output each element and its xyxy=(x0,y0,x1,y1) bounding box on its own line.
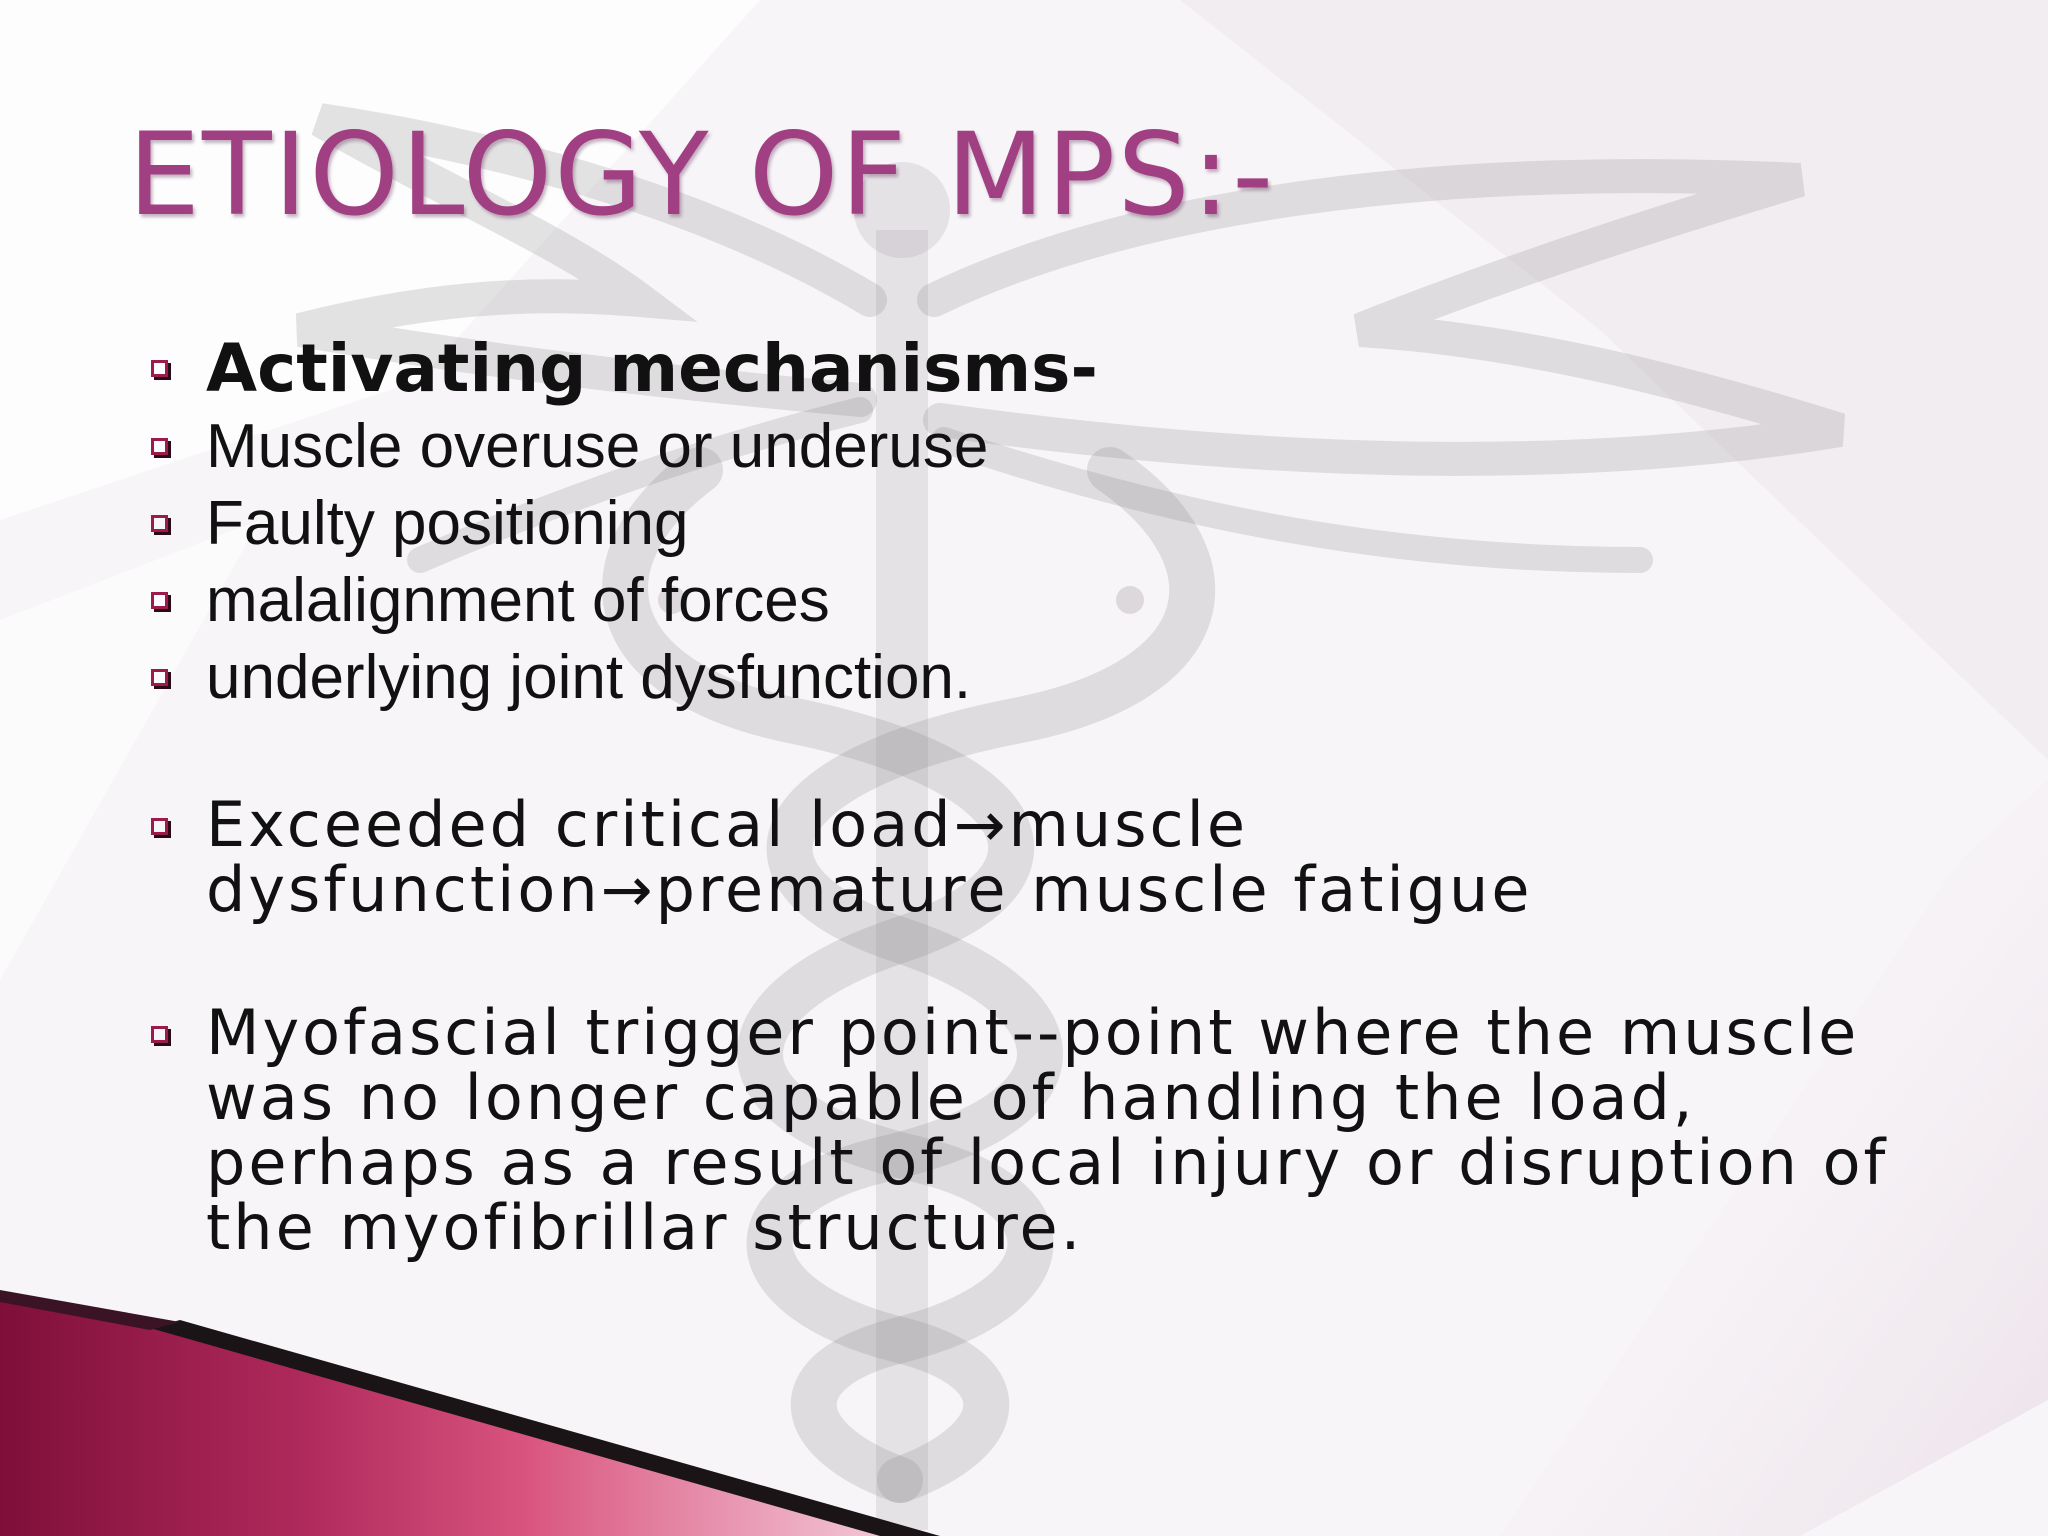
bullet-list xyxy=(148,330,1948,1264)
square-bullet-icon xyxy=(151,818,168,835)
bullet-item-faulty-positioning xyxy=(148,485,1948,562)
bullet-text: Faulty positioning xyxy=(206,489,689,558)
square-bullet-icon xyxy=(151,515,168,532)
slide-title: ETIOLOGY OF MPS:- xyxy=(128,108,1276,241)
bullet-item-joint-dysfunction xyxy=(148,639,1948,716)
bullet-text: malalignment of forces xyxy=(206,566,830,635)
bullet-item-malalignment xyxy=(148,562,1948,639)
bullet-text: Muscle overuse or underuse xyxy=(206,412,989,481)
bullet-text: Exceeded critical load→muscle dysfunction→premature muscle fatigue xyxy=(206,788,1533,926)
square-bullet-icon xyxy=(151,438,168,455)
bullet-item-critical-load xyxy=(148,788,1606,926)
square-bullet-icon xyxy=(151,360,168,377)
bullet-text: Activating mechanisms- xyxy=(206,330,1098,407)
square-bullet-icon xyxy=(151,592,168,609)
bullet-item-activating-mechanisms xyxy=(148,330,1948,408)
bullet-text: Myofascial trigger point--point where the muscle was no longer capable of handling the load, perhaps as a result of local injury or disruption of the myofibrillar structure. xyxy=(206,996,1889,1264)
square-bullet-icon xyxy=(151,669,168,686)
bullet-text: underlying joint dysfunction. xyxy=(206,643,972,712)
square-bullet-icon xyxy=(151,1026,168,1043)
bullet-item-trigger-point xyxy=(148,996,1966,1264)
bullet-item-muscle-overuse xyxy=(148,408,1948,485)
